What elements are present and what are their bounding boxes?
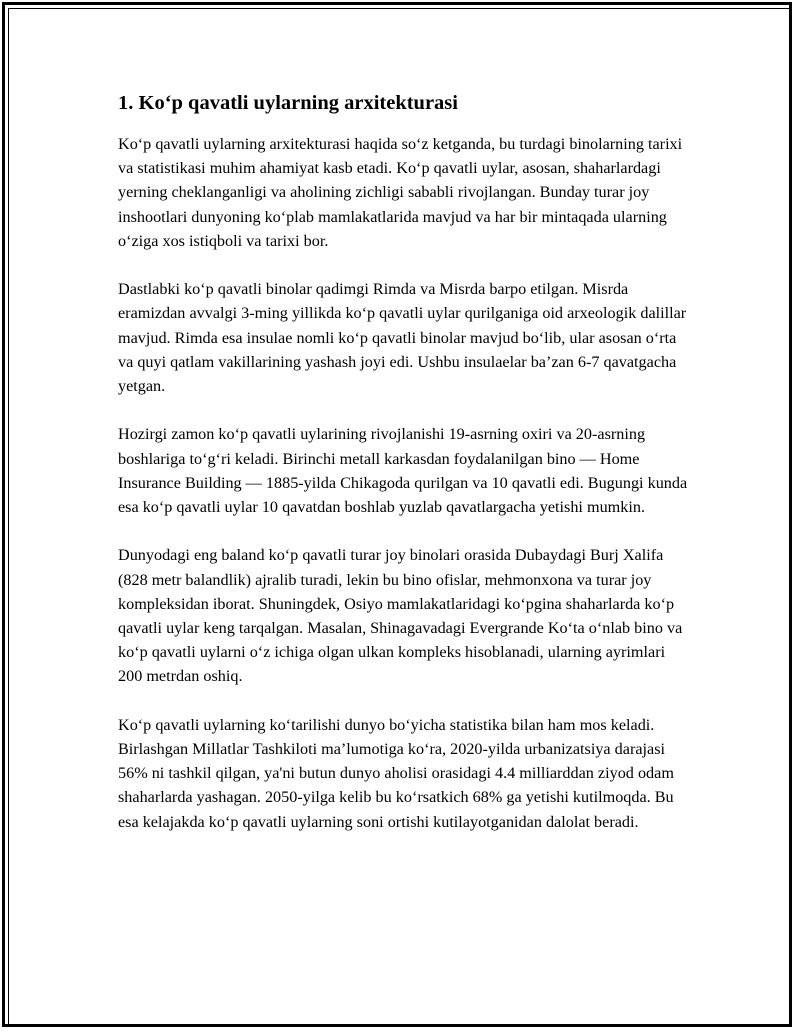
paragraph-4: Dunyodagi eng baland ko‘p qavatli turar joy binolari orasida Dubaydagi Burj Xalifa (828 metr balandlik) ajralib turadi, lekin bu bino ofislar, mehmonxona va turar joy kompleksidan iborat. Shuningdek, Osiyo mamlakatlaridagi ko‘pgina shaharlarda ko‘p qavatli uylar keng tarqalgan. Masalan, Shinagavadagi Evergrande Ko‘ta o‘nlab bino va ko‘p qavatli uylarni o‘z ichiga olgan ulkan kompleks hisoblanadi, ularning ayrimlari 200 metrdan oshiq. [118, 546, 683, 686]
section-heading: 1. Ko‘p qavatli uylarning arxitekturasi [118, 92, 458, 114]
paragraph-3: Hozirgi zamon ko‘p qavatli uylarining rivojlanishi 19-asrning oxiri va 20-asrning boshlariga to‘g‘ri keladi. Birinchi metall karkasdan foydalanilgan bino — Home Insurance Building — 1885-yilda Chikagoda qurilgan va 10 qavatli edi. Bugungi kunda esa ko‘p qavatli uylar 10 qavatdan boshlab yuzlab qavatlargacha yetishi mumkin. [118, 425, 688, 517]
document-page [118, 88, 688, 858]
paragraph-2: Dastlabki ko‘p qavatli binolar qadimgi Rimda va Misrda barpo etilgan. Misrda eramizdan avvalgi 3-ming yillikda ko‘p qavatli uylar qurilganiga oid arxeologik dalillar mavjud. Rimda esa insulae nomli ko‘p qavatli binolar mavjud bo‘lib, ular asosan o‘rta va quyi qatlam vakillarining yashash joyi edi. Ushbu insulaelar ba’zan 6-7 qavatgacha yetgan. [118, 280, 687, 396]
paragraph-5: Ko‘p qavatli uylarning ko‘tarilishi dunyo bo‘yicha statistika bilan ham mos keladi. Birlashgan Millatlar Tashkiloti ma’lumotiga ko‘ra, 2020-yilda urbanizatsiya darajasi 56% ni tashkil qilgan, ya'ni butun dunyo aholisi orasidagi 4.4 milliarddan ziyod odam shaharlarda yashagan. 2050-yilga kelib bu ko‘rsatkich 68% ga yetishi kutilmoqda. Bu esa kelajakda ko‘p qavatli uylarning soni ortishi kutilayotganidan dalolat beradi. [118, 715, 674, 831]
paragraph-1: Ko‘p qavatli uylarning arxitekturasi haqida so‘z ketganda, bu turdagi binolarning tarixi va statistikasi muhim ahamiyat kasb etadi. Ko‘p qavatli uylar, asosan, shaharlardagi yerning cheklanganligi va aholining zichligi sababli rivojlangan. Bunday turar joy inshootlari dunyoning ko‘plab mamlakatlarida mavjud va har bir mintaqada ularning o‘ziga xos istiqboli va tarixi bor. [118, 135, 683, 250]
